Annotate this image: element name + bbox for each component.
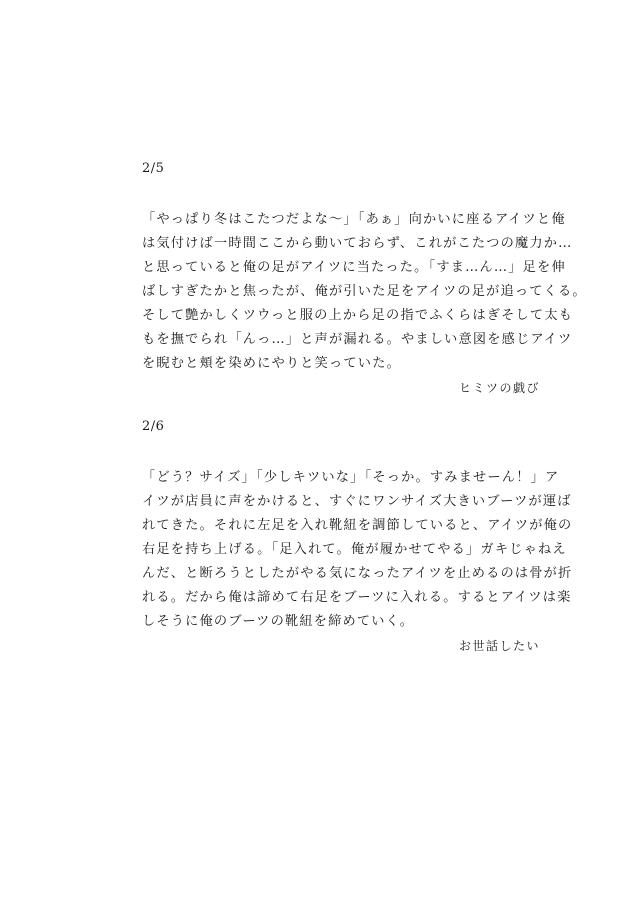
diary-entry [142, 160, 587, 400]
body-line: は気付けば一時間ここから動いておらず、これがこたつの魔力か… [142, 236, 573, 251]
body-line: しそうに俺のブーツの靴紐を締めていく。 [142, 614, 415, 629]
entry-title-signature: ヒミツの戯び [458, 381, 540, 395]
body-line: 「どう？サイズ」「少しキツいな」「そっか。すみませーん！」ア [142, 470, 560, 485]
body-line: んだ、と断ろうとしたがやる気になったアイツを止めるのは骨が折 [142, 566, 573, 581]
entry-body [142, 208, 587, 376]
body-line: イツが店員に声をかけると、すぐにワンサイズ大きいブーツが運ば [142, 494, 572, 509]
body-line: を睨むと頬を染めにやりと笑っていた。 [142, 356, 401, 371]
entry-body [142, 466, 573, 634]
entry-title-signature: お世話したい [458, 639, 540, 653]
body-line: そして艶かしくツウっと服の上から足の指でふくらはぎそして太も [142, 308, 574, 323]
body-line: 「やっぱり冬はこたつだよな〜」「あぁ」向かいに座るアイツと俺 [142, 212, 566, 227]
body-line: ばしすぎたかと焦ったが、俺が引いた足をアイツの足が追ってくる。 [142, 284, 587, 299]
entry-date: 2/6 [142, 419, 165, 434]
body-line: もを撫でられ「んっ…」と声が漏れる。やましい意図を感じアイツ [142, 332, 573, 347]
body-line: れる。だから俺は諦めて右足をブーツに入れる。するとアイツは楽 [142, 590, 572, 605]
body-line: と思っていると俺の足がアイツに当たった。「すま…ん…」足を伸 [142, 260, 566, 275]
body-line: 右足を持ち上げる。「足入れて。俺が履かせてやる」ガキじゃねえ [142, 542, 567, 557]
body-line: れてきた。それに左足を入れ靴紐を調節していると、アイツが俺の [142, 518, 573, 533]
diary-entry [142, 418, 573, 658]
entry-date: 2/5 [142, 161, 165, 176]
